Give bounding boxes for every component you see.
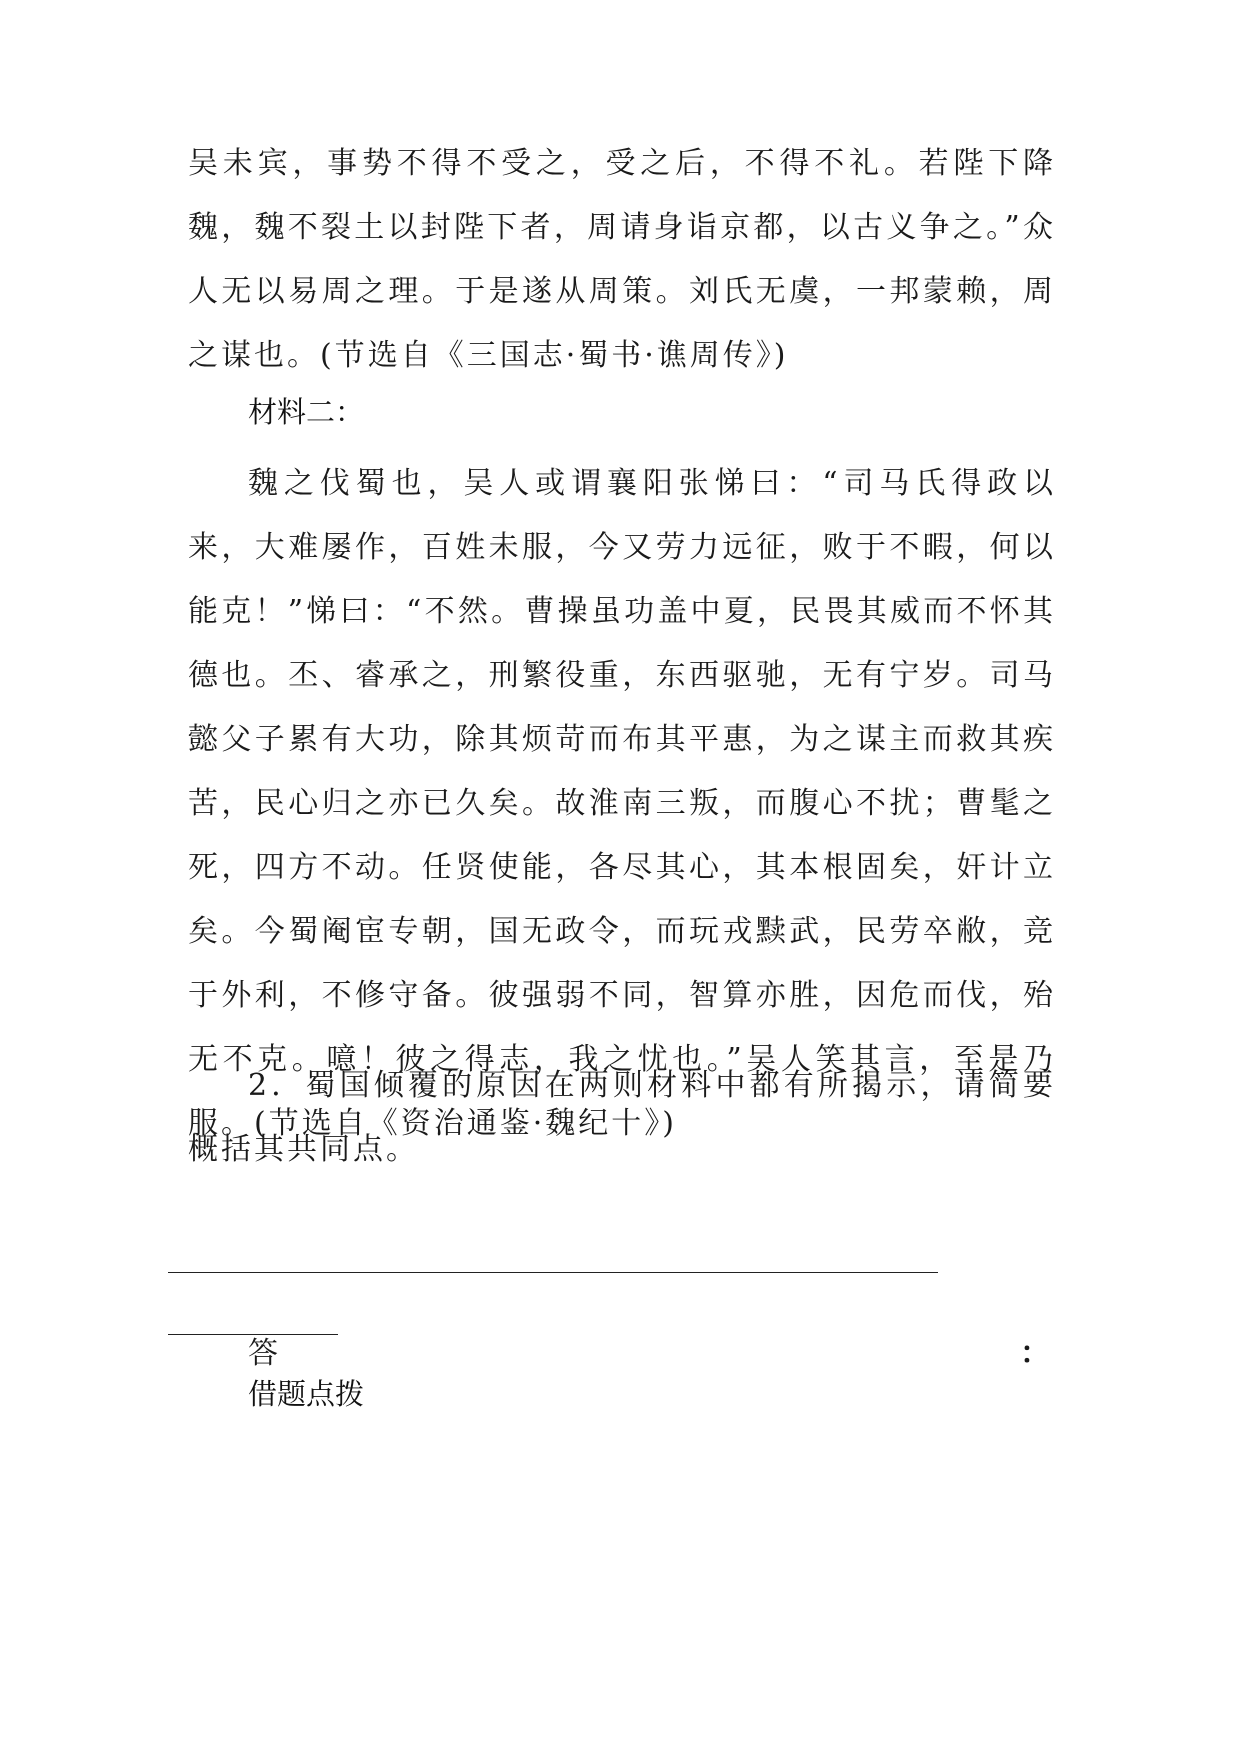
answer-line-2 (168, 1334, 338, 1335)
material-one-tail-paragraph: 吴未宾，事势不得不受之，受之后，不得不礼。若陛下降魏，魏不裂土以封陛下者，周请身诣京都，以古义争之。”众人无以易周之理。于是遂从周策。刘氏无虞，一邦蒙赖，周之谋也。(节选自《三国志·蜀书·谯周传》) (188, 146, 1056, 373)
material-two-paragraph: 魏之伐蜀也，吴人或谓襄阳张悌曰：“司马氏得政以来，大难屡作，百姓未服，今又劳力远征，败于不暇，何以能克！”悌曰：“不然。曹操虽功盖中夏，民畏其威而不怀其德也。丕、睿承之，刑繁役重，东西驱驰，无有宁岁。司马懿父子累有大功，除其烦苛而布其平惠，为之谋主而救其疾苦，民心归之亦已久矣。故淮南三叛，而腹心不扰；曹髦之死，四方不动。任贤使能，各尽其心，其本根固矣，奸计立矣。今蜀阉宦专朝，国无政令，而玩戎黩武，民劳卒敝，竞于外利，不修守备。彼强弱不同，智算亦胜，因危而伐，殆无不克。噫！彼之得志，我之忧也。”吴人笑其言，至是乃服。(节选自《资治通鉴·魏纪十》) (188, 466, 1056, 1141)
section-heading: 借题点拨 (248, 1377, 365, 1411)
answer-colon: ： (1020, 1336, 1050, 1371)
material-two-heading: 材料二： (248, 395, 365, 429)
answer-line-1 (168, 1272, 938, 1273)
answer-label: 答 (248, 1336, 278, 1371)
question-paragraph: 2．蜀国倾覆的原因在两则材料中都有所揭示，请简要概括其共同点。 (188, 1068, 1056, 1167)
